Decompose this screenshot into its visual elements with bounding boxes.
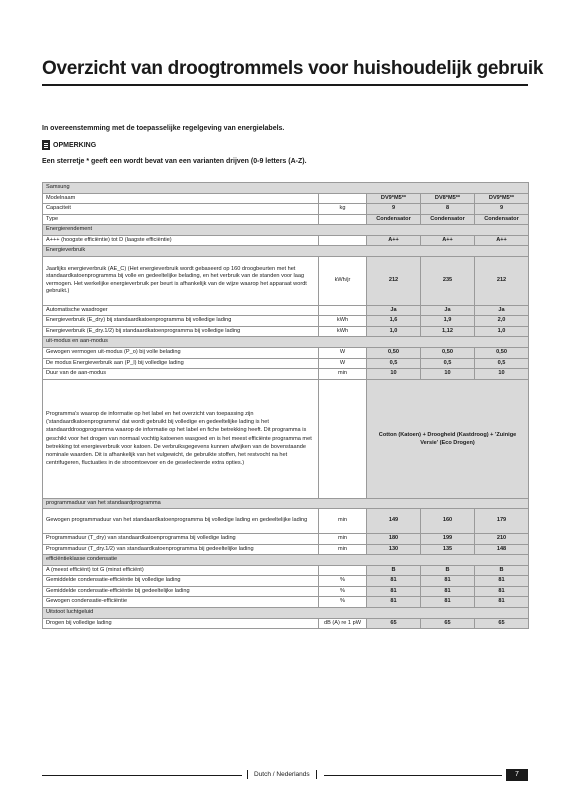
table-row: [43, 544, 529, 555]
section-header: Energieverbruik: [43, 246, 529, 257]
row-value: 8: [421, 204, 475, 215]
title-rule: [42, 84, 528, 86]
section-header: uit-modus en aan-modus: [43, 337, 529, 348]
row-label: Gemiddelde condensatie-efficiëntie bij gedeeltelijke lading: [43, 586, 319, 597]
row-value: 1,6: [367, 316, 421, 327]
section-header: Uitstoot luchtgeluid: [43, 608, 529, 619]
row-unit: kWh: [319, 316, 367, 327]
row-unit: kg: [319, 204, 367, 215]
section-header: Energierendement: [43, 225, 529, 236]
row-value: 81: [367, 586, 421, 597]
row-unit: min: [319, 534, 367, 545]
table-row: [43, 326, 529, 337]
row-value: A++: [421, 235, 475, 246]
model-name: DV9*M5**: [475, 193, 529, 204]
table-row: [43, 586, 529, 597]
table-row: [43, 358, 529, 369]
row-value: 148: [475, 544, 529, 555]
row-value: 212: [475, 256, 529, 305]
intro-text: In overeenstemming met de toepasselijke regelgeving van energielabels.: [42, 125, 285, 132]
note-text: Een sterretje * geeft een wordt bevat van een varianten drijven (0-9 letters (A-Z).: [42, 158, 307, 165]
row-unit: W: [319, 348, 367, 359]
table-row: [43, 509, 529, 534]
table-row: [43, 193, 529, 204]
row-value: 0,5: [475, 358, 529, 369]
section-header: efficiëntieklasse condensatie: [43, 555, 529, 566]
row-unit: W: [319, 358, 367, 369]
row-label: De modus Energieverbruik aan (P_l) bij volledige lading: [43, 358, 319, 369]
row-value: 65: [367, 618, 421, 629]
row-value: 0,50: [367, 348, 421, 359]
row-value: 81: [421, 597, 475, 608]
page-footer: [42, 770, 528, 781]
table-row: [43, 337, 529, 348]
row-value: 2,0: [475, 316, 529, 327]
row-value: 9: [367, 204, 421, 215]
row-value: 1,9: [421, 316, 475, 327]
row-value: Ja: [367, 305, 421, 316]
row-unit: min: [319, 544, 367, 555]
row-label: Gemiddelde condensatie-efficiëntie bij volledige lading: [43, 576, 319, 587]
table-row: [43, 369, 529, 380]
row-label: Capaciteit: [43, 204, 319, 215]
section-header: programmaduur van het standaardprogramma: [43, 498, 529, 509]
row-value: 81: [475, 576, 529, 587]
row-label: Drogen bij volledige lading: [43, 618, 319, 629]
table-row: [43, 183, 529, 194]
row-unit: min: [319, 369, 367, 380]
table-row: [43, 316, 529, 327]
row-value: 180: [367, 534, 421, 545]
row-unit: dB (A) re 1 pW: [319, 618, 367, 629]
row-value: 9: [475, 204, 529, 215]
table-row: [43, 235, 529, 246]
footer-rule: [324, 775, 502, 776]
table-row: [43, 618, 529, 629]
row-value: Ja: [475, 305, 529, 316]
row-value: 0,5: [367, 358, 421, 369]
row-label: Modelnaam: [43, 193, 319, 204]
row-value: 199: [421, 534, 475, 545]
row-value: 0,50: [421, 348, 475, 359]
row-value: Condensator: [367, 214, 421, 225]
row-unit: %: [319, 586, 367, 597]
table-row: [43, 379, 529, 498]
row-value: 1,0: [367, 326, 421, 337]
table-row: [43, 565, 529, 576]
model-name: DV9*M5**: [367, 193, 421, 204]
row-value: 81: [367, 576, 421, 587]
table-row: [43, 597, 529, 608]
note-label: OPMERKING: [53, 141, 97, 149]
table-row: [43, 555, 529, 566]
row-label: Jaarlijks energieverbruik (AE_C) (Het energieverbruik wordt gebaseerd op 160 droogbeurten met het standaardkatoenprogramma bij volle en gedeeltelijke belading, en het verbruik van de standen voor laag vermogen. Het werkelijke energieverbruik per beurt is afhankelijk van de wijze waarop het apparaat wordt gebruikt.): [43, 256, 319, 305]
row-value: A++: [475, 235, 529, 246]
row-value: B: [475, 565, 529, 576]
row-unit: kWh: [319, 326, 367, 337]
row-value: 1,0: [475, 326, 529, 337]
note-icon: [42, 140, 50, 150]
row-label: A+++ (hoogste efficiëntie) tot D (laagste efficiëntie): [43, 235, 319, 246]
row-value: 81: [367, 597, 421, 608]
row-value: 0,50: [475, 348, 529, 359]
row-value: 81: [421, 576, 475, 587]
table-row: [43, 498, 529, 509]
table-row: [43, 348, 529, 359]
row-unit: min: [319, 509, 367, 534]
row-label: Gewogen vermogen uit-modus (P_o) bij volle belading: [43, 348, 319, 359]
page-number: 7: [506, 769, 528, 781]
row-label: Programmaduur (T_dry.1/2) van standaardkatoenprogramma bij gedeeltelijke lading: [43, 544, 319, 555]
note-header: [42, 140, 96, 150]
row-label: Energieverbruik (E_dry) bij standaardkatoenprogramma bij volledige lading: [43, 316, 319, 327]
row-value: 65: [475, 618, 529, 629]
row-value: 81: [475, 597, 529, 608]
row-unit: %: [319, 576, 367, 587]
table-row: [43, 225, 529, 236]
row-label: Programmaduur (T_dry) van standaardkatoenprogramma bij volledige lading: [43, 534, 319, 545]
row-label: Energieverbruik (E_dry.1/2) bij standaardkatoenprogramma bij volledige lading: [43, 326, 319, 337]
row-value: Condensator: [421, 214, 475, 225]
model-name: DV8*M5**: [421, 193, 475, 204]
row-value: 135: [421, 544, 475, 555]
row-label: A (meest efficiënt) tot G (minst efficiënt): [43, 565, 319, 576]
table-row: [43, 534, 529, 545]
row-value: A++: [367, 235, 421, 246]
row-label: Duur van de aan-modus: [43, 369, 319, 380]
footer-language: Dutch / Nederlands: [247, 770, 317, 779]
row-value: 179: [475, 509, 529, 534]
row-unit: kWh/jr: [319, 256, 367, 305]
row-value: Condensator: [475, 214, 529, 225]
page-title: Overzicht van droogtrommels voor huishoudelijk gebruik: [42, 58, 544, 79]
row-value: 212: [367, 256, 421, 305]
row-value: B: [421, 565, 475, 576]
row-label: Automatische wasdroger: [43, 305, 319, 316]
footer-rule: [42, 775, 242, 776]
row-value: 160: [421, 509, 475, 534]
row-value: 130: [367, 544, 421, 555]
spec-table: [42, 182, 529, 629]
row-value: Ja: [421, 305, 475, 316]
table-row: [43, 305, 529, 316]
row-value: 10: [367, 369, 421, 380]
brand-cell: Samsung: [43, 183, 529, 194]
row-value: 235: [421, 256, 475, 305]
row-label: Type: [43, 214, 319, 225]
table-row: [43, 608, 529, 619]
row-value: 149: [367, 509, 421, 534]
row-value: 81: [475, 586, 529, 597]
row-unit: %: [319, 597, 367, 608]
row-label: Programma's waarop de informatie op het label en het overzicht van toepassing zijn ('standaardkatoenprogramma' dat wordt gebruikt bij volledige en gedeeltelijke lading is het standaarddroogprogramma waarop de informatie op het label en fiche betrekking heeft. Dit programma is geschikt voor het drogen van normaal vochtig katoenen wasgoed en is het meest efficiënte programma met betrekking tot energieverbruik voor katoen. De verbruiksgegevens kunnen afwijken van de bovenstaande nominale waarden. Dit is afhankelijk van het vulgewicht, de gebruikte stoffen, het restvocht na het centrifugeren, fluctuaties in de stroomtoevoer en de geselecteerde extra opties.): [43, 379, 319, 498]
row-label: Gewogen condensatie-efficiëntie: [43, 597, 319, 608]
row-value: 10: [475, 369, 529, 380]
table-row: [43, 256, 529, 305]
table-row: [43, 246, 529, 257]
row-label: Gewogen programmaduur van het standaardkatoenprogramma bij volledige lading en gedeeltelijke lading: [43, 509, 319, 534]
row-value: 10: [421, 369, 475, 380]
row-value: B: [367, 565, 421, 576]
program-value: Cotton (Katoen) + Droogheid (Kastdroog) + 'Zuinige Versie' (Eco Drogen): [367, 379, 529, 498]
row-value: 81: [421, 586, 475, 597]
row-value: 210: [475, 534, 529, 545]
row-value: 0,5: [421, 358, 475, 369]
table-row: [43, 214, 529, 225]
row-value: 65: [421, 618, 475, 629]
table-row: [43, 204, 529, 215]
row-value: 1,12: [421, 326, 475, 337]
table-row: [43, 576, 529, 587]
